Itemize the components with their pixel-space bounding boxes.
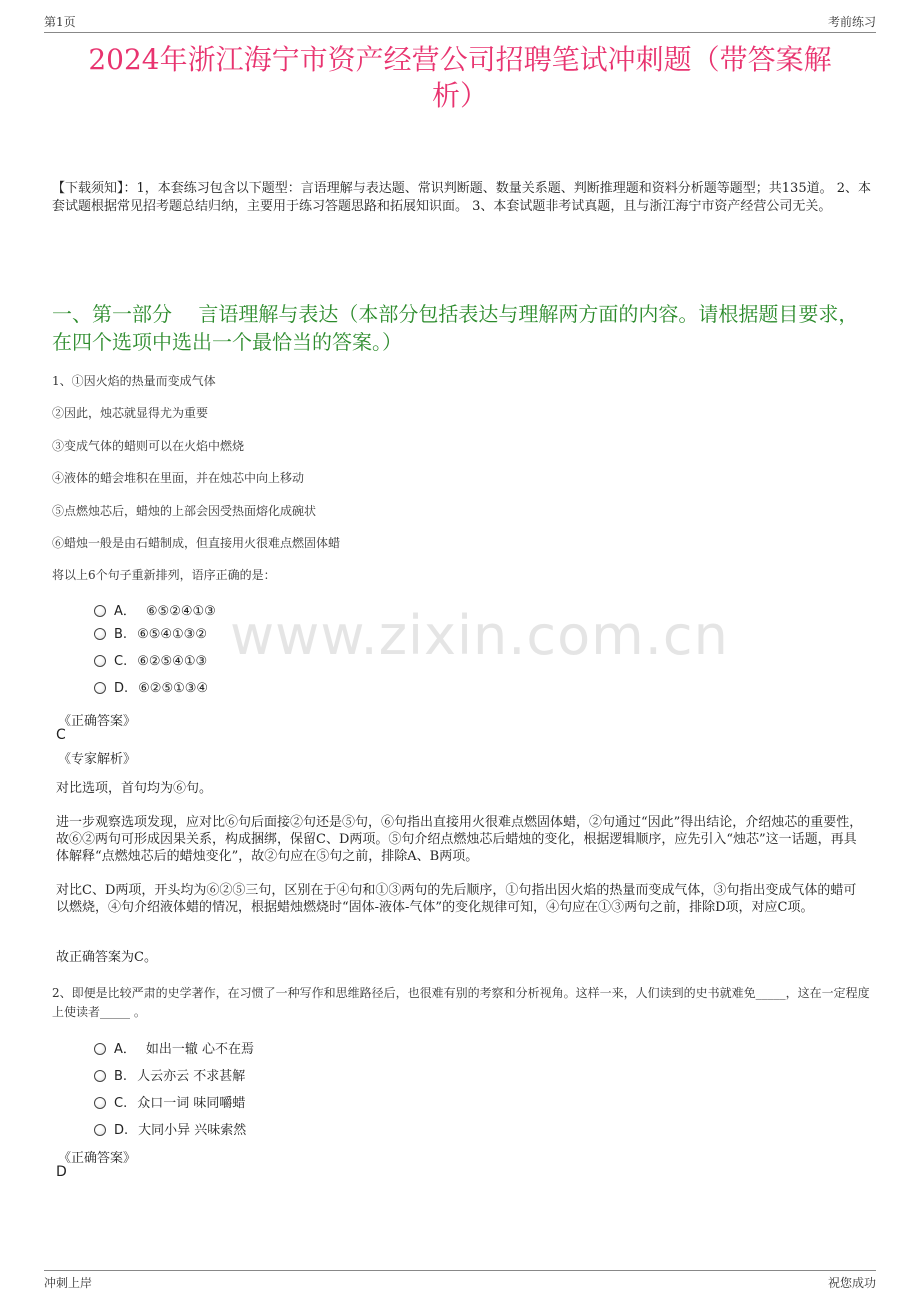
option-text: ⑥②⑤④①③ — [137, 654, 208, 669]
option-label: C. — [114, 1096, 128, 1111]
q1-option-b[interactable] — [94, 627, 207, 645]
q2-option-a[interactable] — [94, 1038, 254, 1056]
page-footer — [44, 1270, 876, 1293]
option-label: D. — [114, 1123, 129, 1138]
radio-button-icon[interactable] — [94, 1124, 106, 1136]
radio-button-icon[interactable] — [94, 1070, 106, 1082]
q1-answer: C — [56, 727, 66, 743]
q1-line-2: ②因此，烛芯就显得尤为重要 — [52, 406, 209, 420]
option-text: 人云亦云 不求甚解 — [137, 1069, 246, 1084]
radio-button-icon[interactable] — [94, 655, 106, 667]
q2-answer-heading: 《正确答案》 — [58, 1151, 137, 1166]
q1-line-6: ⑥蜡烛一般是由石蜡制成，但直接用火很难点燃固体蜡 — [52, 536, 341, 550]
option-label: B. — [114, 627, 128, 642]
watermark: www.zixin.com.cn — [230, 604, 729, 667]
option-label: C. — [114, 654, 128, 669]
q2-answer: D — [56, 1164, 67, 1180]
option-label: A． — [114, 604, 136, 619]
option-label: B. — [114, 1069, 128, 1084]
q1-line-4: ④液体的蜡会堆积在里面，并在烛芯中向上移动 — [52, 471, 305, 485]
download-notice: 【下载须知】：1，本套练习包含以下题型：言语理解与表达题、常识判断题、数量关系题、判断推理题和资料分析题等题型；共135道。 2、本套试题根据常见招考题总结归纳，主要用于练习答题思路和拓展知识面。 3、本套试题非考试真题，且与浙江海宁市资产经营公司无关。 — [52, 181, 871, 214]
option-text: 大同小异 兴味索然 — [138, 1123, 247, 1138]
option-text: 众口一词 味同嚼蜡 — [137, 1096, 246, 1111]
q1-analysis-p4: 故正确答案为C。 — [56, 950, 157, 965]
page-header — [44, 12, 876, 33]
q1-line-5: ⑤点燃烛芯后，蜡烛的上部会因受热面熔化成碗状 — [52, 504, 317, 518]
q1-analysis-p2: 进一步观察选项发现，应对比⑥句后面接②句还是⑤句，⑥句指出直接用火很难点燃固体蜡，②句通过“因此”得出结论，介绍烛芯的重要性，故⑥②两句可形成因果关系，构成捆绑，保留C、D两项。⑤句介绍点燃烛芯后蜡烛的变化，根据逻辑顺序，应先引入“烛芯”这一话题，再具体解释“点燃烛芯后的蜡烛变化”，故②句应在⑤句之前，排除A、B两项。 — [56, 815, 863, 864]
q1-line-3: ③变成气体的蜡则可以在火焰中燃烧 — [52, 439, 245, 453]
q2-option-d[interactable] — [94, 1119, 246, 1137]
q1-analysis-heading: 《专家解析》 — [58, 752, 137, 767]
option-label: D. — [114, 681, 129, 696]
q1-line-1: 1、①因火焰的热量而变成气体 — [52, 374, 216, 388]
radio-button-icon[interactable] — [94, 682, 106, 694]
header-tag: 考前练习 — [827, 15, 876, 29]
page-number: 第1页 — [44, 15, 76, 29]
option-text: ⑥⑤④①③② — [137, 627, 207, 642]
q1-option-d[interactable] — [94, 681, 208, 699]
option-text: ⑥②⑤①③④ — [138, 681, 209, 696]
section-heading: 一、第一部分 言语理解与表达（本部分包括表达与理解两方面的内容。请根据题目要求，在四个选项中选出一个最恰当的答案。） — [52, 302, 859, 354]
title-line-1: 2024年浙江海宁市资产经营公司招聘笔试冲刺题（带答案解 — [88, 43, 832, 76]
q2-stem: 2、即便是比较严肃的史学著作，在习惯了一种写作和思维路径后，也很难有别的考察和分析视角。这样一来，人们读到的史书就难免_____，这在一定程度上使读者_____ 。 — [52, 986, 870, 1019]
q1-option-a[interactable] — [94, 600, 216, 618]
q2-option-b[interactable] — [94, 1065, 245, 1083]
footer-left-text: 冲刺上岸 — [44, 1276, 93, 1290]
option-text: 如出一辙 心不在焉 — [145, 1042, 255, 1057]
option-label: A． — [114, 1042, 136, 1057]
radio-button-icon[interactable] — [94, 1097, 106, 1109]
document-title — [60, 42, 860, 114]
footer-right-text: 祝您成功 — [827, 1276, 876, 1290]
radio-button-icon[interactable] — [94, 1043, 106, 1055]
q2-option-c[interactable] — [94, 1092, 245, 1110]
q1-option-c[interactable] — [94, 654, 207, 672]
option-text: ⑥⑤②④①③ — [145, 604, 216, 619]
q1-analysis-p1: 对比选项，首句均为⑥句。 — [56, 781, 213, 796]
q1-analysis-p3: 对比C、D两项，开头均为⑥②⑤三句，区别在于④句和①③两句的先后顺序，①句指出因火焰的热量而变成气体，③句指出变成气体的蜡可以燃烧，④句介绍液体蜡的情况，根据蜡烛燃烧时“固体-液体-气体”的变化规律可知，④句应在①③两句之前，排除D项，对应C项。 — [56, 883, 857, 915]
title-line-2: 析） — [431, 79, 488, 112]
radio-button-icon[interactable] — [94, 605, 106, 617]
q1-prompt: 将以上6个句子重新排列，语序正确的是： — [52, 568, 276, 582]
q1-answer-heading: 《正确答案》 — [58, 714, 137, 729]
radio-button-icon[interactable] — [94, 628, 106, 640]
